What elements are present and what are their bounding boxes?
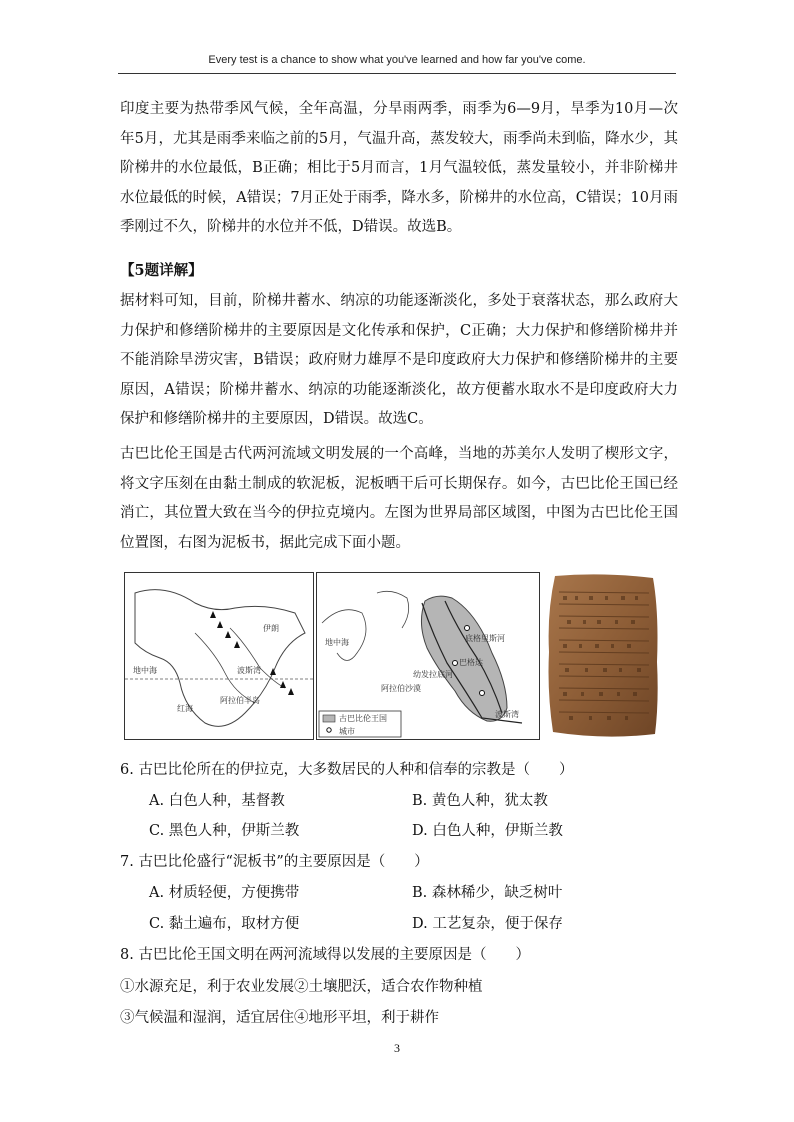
map-label-red-sea: 红海 [177,704,193,713]
page-number: 3 [394,1041,400,1055]
question-6-option-c[interactable]: C. 黑色人种，伊斯兰教 [149,823,300,839]
map-label-arabian-desert: 阿拉伯沙漠 [381,684,421,693]
question-7-option-b[interactable]: B. 森林稀少，缺乏树叶 [412,885,563,901]
map-label-tigris: 底格里斯河 [465,634,505,643]
map-label-iran: 伊朗 [263,624,279,633]
question-6-option-a[interactable]: A. 白色人种，基督教 [149,793,285,809]
legend-label-city: 城市 [339,727,355,736]
question-8-stem: 8. 古巴比伦王国文明在两河流域得以发展的主要原因是（ ） [120,947,530,963]
question-6-option-d[interactable]: D. 白色人种，伊斯兰教 [412,823,563,839]
header-motto: Every test is a chance to show what you've learned and how far you've come. [208,54,586,66]
header-divider [118,73,676,74]
left-region-map [124,572,314,740]
map-label-mid-mediterranean: 地中海 [325,638,349,647]
explanation-paragraph-5: 据材料可知，目前，阶梯井蓄水、纳凉的功能逐渐淡化，多处于衰落状态，那么政府大力保护和修缮阶梯井的主要原因是文化传承和保护，C正确；大力保护和修缮阶梯井并不能消除旱涝灾害，B错误；政府财力雄厚不是印度政府大力保护和修缮阶梯井的主要原因，A错误；阶梯井蓄水、纳凉的功能逐渐淡化，故方便蓄水取水不是印度政府大力保护和修缮阶梯井的主要原因，D错误。故选C。 [120,293,678,427]
question-8-choices-line-2: ③气候温和湿润，适宜居住④地形平坦，利于耕作 [120,1010,439,1026]
material-paragraph: 古巴比伦王国是古代两河流域文明发展的一个高峰，当地的苏美尔人发明了楔形文字，将文字压刻在由黏土制成的软泥板，泥板晒干后可长期保存。如今，古巴比伦王国已经消亡，其位置大致在当今的伊拉克境内。左图为世界局部区域图，中图为古巴比伦王国位置图，右图为泥板书，据此完成下面小题。 [120,446,678,551]
question-7-option-c[interactable]: C. 黏土遍布，取材方便 [149,916,300,932]
question-6-option-b[interactable]: B. 黄色人种，犹太教 [412,793,548,809]
legend-label-babylon: 古巴比伦王国 [339,714,387,723]
left-map-drawing [125,573,313,739]
question-7-option-a[interactable]: A. 材质轻便，方便携带 [149,885,300,901]
clay-tablet-image [545,572,662,740]
map-label-euphrates: 幼发拉底河 [413,670,453,679]
heading-question-5: 【5题详解】 [120,262,203,279]
question-6-stem: 6. 古巴比伦所在的伊拉克，大多数居民的人种和信奉的宗教是（ ） [120,762,574,778]
map-label-arabian-peninsula: 阿拉伯半岛 [220,696,260,705]
question-7-option-d[interactable]: D. 工艺复杂，便于保存 [412,916,563,932]
map-label-persian-gulf: 波斯湾 [237,666,261,675]
explanation-paragraph-4: 印度主要为热带季风气候，全年高温，分旱雨两季，雨季为6—9月，旱季为10月—次年5月，尤其是雨季来临之前的5月，气温升高，蒸发较大，雨季尚未到临，降水少，其阶梯井的水位最低，B正确；相比于5月而言，1月气温较低，蒸发量较小，并非阶梯井水位最低的时候，A错误；7月正处于雨季，降水多，阶梯井的水位高，C错误；10月雨季刚过不久，阶梯井的水位并不低，D错误。故选B。 [120,101,678,235]
question-8-choices-line-1: ①水源充足，利于农业发展②土壤肥沃，适合农作物种植 [120,979,483,995]
map-label-mid-persian-gulf: 波斯湾 [495,710,519,719]
map-label-mediterranean: 地中海 [133,666,157,675]
map-label-baghdad: 巴格达 [459,658,483,667]
middle-babylon-map [316,572,540,740]
figure-group [124,572,680,740]
question-7-stem: 7. 古巴比伦盛行“泥板书”的主要原因是（ ） [120,854,429,870]
